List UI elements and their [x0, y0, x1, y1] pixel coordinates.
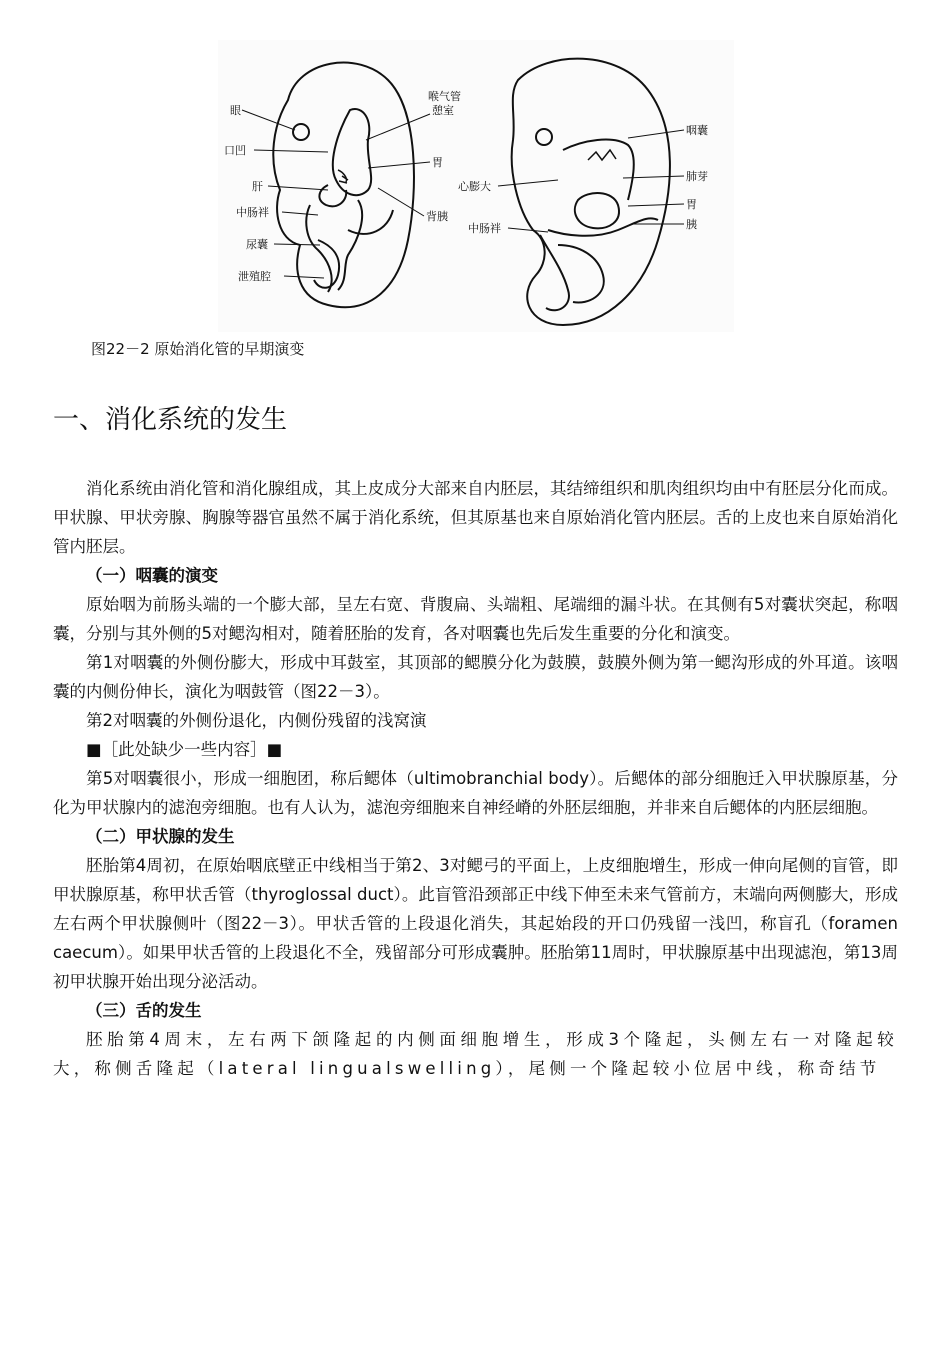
label-allantois: 尿囊: [246, 238, 268, 251]
paragraph-thyroid: 胚胎第4周初，在原始咽底壁正中线相当于第2、3对鳃弓的平面上，上皮细胞增生，形成一伸向尾侧的盲管，即甲状腺原基，称甲状舌管（thyroglossal duct）。此盲管沿颈部正中线下伸至未来气管前方，末端向两侧膨大，形成左右两个甲状腺侧叶（图22－3）。甲状舌管的上段退化消失，其起始段的开口仍残留一浅凹，称盲孔（foramen caecum）。如果甲状舌管的上段退化不全，残留部分可形成囊肿。胚胎第11周时，甲状腺原基中出现滤泡，第13周初甲状腺开始出现分泌活动。: [53, 856, 898, 991]
subheading-thyroid: （二）甲状腺的发生: [86, 827, 235, 846]
label-cardiac-bulge: 心膨大: [458, 180, 491, 193]
label-eye: 眼: [230, 104, 241, 117]
label-cloaca: 泄殖腔: [238, 270, 271, 283]
label-pancreas: 胰: [686, 218, 697, 231]
label-dorsal-pancreas: 背胰: [426, 210, 448, 223]
subheading-tongue: （三）舌的发生: [86, 1001, 202, 1020]
section-heading: 一、消化系统的发生: [53, 405, 288, 435]
label-stomach-right: 胃: [686, 198, 697, 211]
figure-labels: [224, 89, 708, 283]
label-midgut-loop-right: 中肠袢: [468, 222, 501, 235]
label-lung-bud: 肺芽: [686, 170, 708, 183]
missing-content-note: ■［此处缺少一些内容］■: [86, 740, 283, 759]
label-pharyngeal-pouch: 咽囊: [686, 124, 708, 137]
paragraph-intro: 消化系统由消化管和消化腺组成，其上皮成分大部来自内胚层，其结缔组织和肌肉组织均由中有胚层分化而成。甲状腺、甲状旁腺、胸腺等器官虽然不属于消化系统，但其原基也来自原始消化管内胚层。舌的上皮也来自原始消化管内胚层。: [53, 479, 898, 556]
label-stomach-left: 胃: [432, 156, 443, 169]
subheading-pharyngeal-pouch: （一）咽囊的演变: [86, 566, 218, 585]
right-embryo-drawing: [512, 59, 670, 325]
left-embryo-drawing: [273, 63, 414, 308]
embryo-digestive-tract-figure: [218, 40, 734, 332]
paragraph-first-pouch: 第1对咽囊的外侧份膨大，形成中耳鼓室，其顶部的鳃膜分化为鼓膜，鼓膜外侧为第一鳃沟形成的外耳道。该咽囊的内侧份伸长，演化为咽鼓管（图22－3）。: [53, 653, 898, 701]
label-laryngotracheal-1: 喉气管: [428, 90, 461, 103]
paragraph-tongue: 胚胎第4周末，左右两下颌隆起的内侧面细胞增生，形成3个隆起，头侧左右一对隆起较大，称侧舌隆起（lateral lingualswelling），尾侧一个隆起较小位居中线，称奇结节: [53, 1030, 898, 1078]
label-midgut-loop-left: 中肠袢: [236, 206, 269, 219]
figure-caption: 图22－2 原始消化管的早期演变: [91, 340, 305, 358]
label-laryngotracheal-2: 憩室: [432, 104, 454, 117]
body-text: [53, 474, 898, 1083]
paragraph-fifth-pouch: 第5对咽囊很小，形成一细胞团，称后鳃体（ultimobranchial body）。后鳃体的部分细胞迁入甲状腺原基，分化为甲状腺内的滤泡旁细胞。也有人认为，滤泡旁细胞来自神经嵴的外胚层细胞，并非来自后鳃体的内胚层细胞。: [53, 769, 898, 817]
label-liver: 肝: [252, 180, 263, 193]
paragraph-second-pouch: 第2对咽囊的外侧份退化，内侧份残留的浅窝演: [86, 711, 427, 730]
label-stomodeum: 口凹: [224, 144, 246, 157]
paragraph-primitive-pharynx: 原始咽为前肠头端的一个膨大部，呈左右宽、背腹扁、头端粗、尾端细的漏斗状。在其侧有5对囊状突起，称咽囊，分别与其外侧的5对鳃沟相对，随着胚胎的发育，各对咽囊也先后发生重要的分化和演变。: [53, 595, 898, 643]
